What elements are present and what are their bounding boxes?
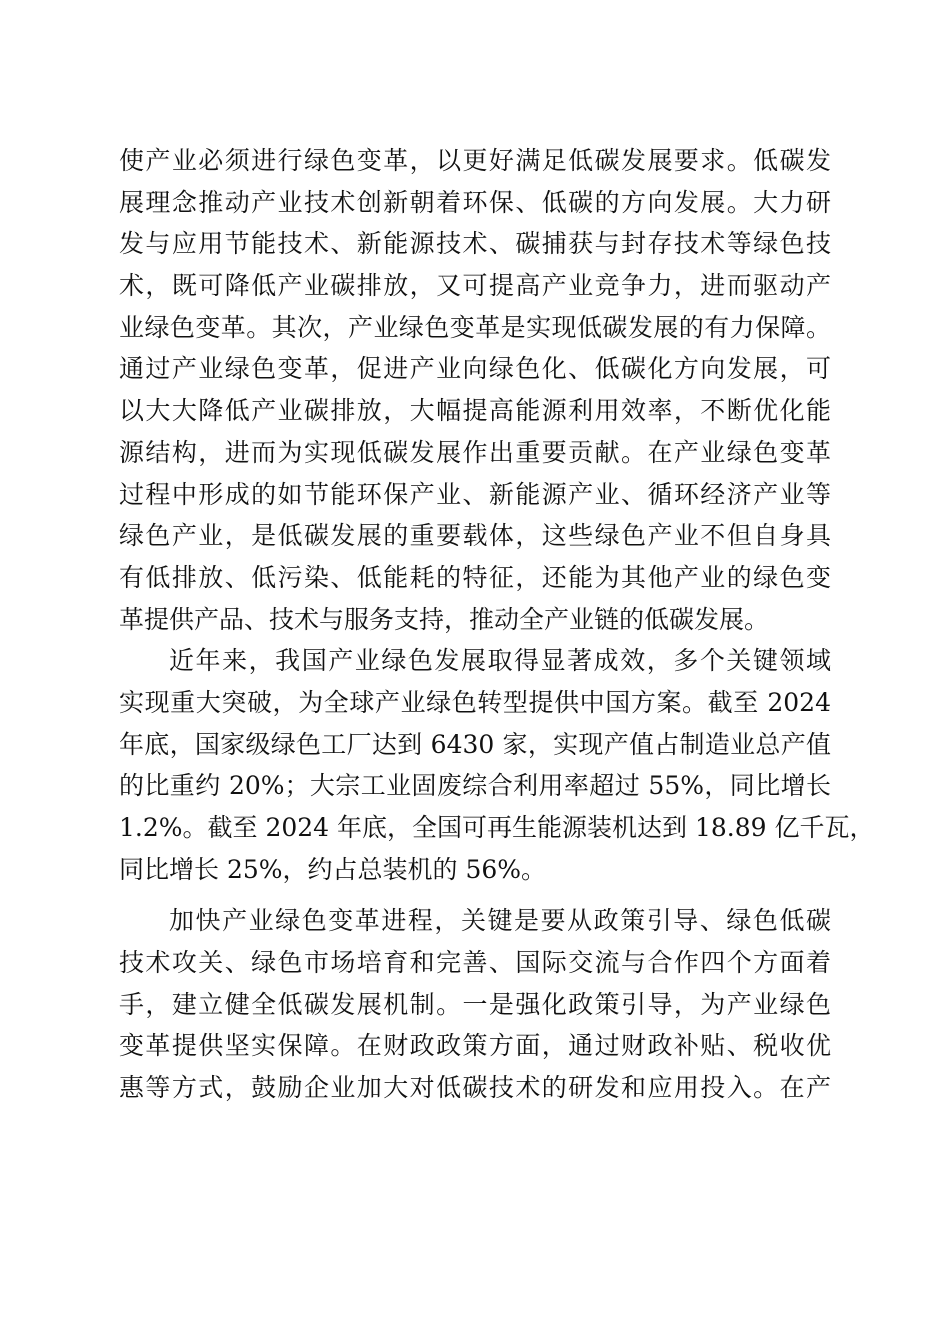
paragraph-1	[119, 140, 831, 640]
text-line: 源结构，进而为实现低碳发展作出重要贡献。在产业绿色变革	[119, 437, 831, 467]
text-line: 通过产业绿色变革，促进产业向绿色化、低碳化方向发展，可	[119, 354, 831, 384]
text-line: 以大大降低产业碳排放，大幅提高能源利用效率，不断优化能	[119, 396, 831, 426]
text-line: 变革提供坚实保障。在财政政策方面，通过财政补贴、税收优	[119, 1031, 831, 1061]
text-line: 革提供产品、技术与服务支持，推动全产业链的低碳发展。	[119, 604, 770, 634]
text-line: 的比重约 20%；大宗工业固废综合利用率超过 55%，同比增长	[119, 771, 831, 801]
text-line: 发与应用节能技术、新能源技术、碳捕获与封存技术等绿色技	[119, 229, 831, 259]
text-line: 过程中形成的如节能环保产业、新能源产业、循环经济产业等	[119, 479, 831, 509]
text-line: 技术攻关、绿色市场培育和完善、国际交流与合作四个方面着	[119, 948, 831, 978]
text-line: 手，建立健全低碳发展机制。一是强化政策引导，为产业绿色	[119, 989, 831, 1019]
body-text	[119, 140, 875, 1109]
text-line: 惠等方式，鼓励企业加大对低碳技术的研发和应用投入。在产	[119, 1073, 831, 1103]
paragraph-3	[119, 900, 831, 1108]
text-line: 加快产业绿色变革进程，关键是要从政策引导、绿色低碳	[169, 906, 831, 936]
text-line: 年底，国家级绿色工厂达到 6430 家，实现产值占制造业总产值	[119, 729, 831, 759]
text-line: 近年来，我国产业绿色发展取得显著成效，多个关键领域	[169, 646, 831, 676]
paragraph-spacing	[119, 890, 831, 900]
text-line: 实现重大突破，为全球产业绿色转型提供中国方案。截至 2024	[119, 687, 831, 717]
paragraph-2	[119, 640, 875, 890]
text-line: 业绿色变革。其次，产业绿色变革是实现低碳发展的有力保障。	[119, 312, 831, 342]
text-line: 同比增长 25%，约占总装机的 56%。	[119, 854, 547, 884]
text-line: 绿色产业，是低碳发展的重要载体，这些绿色产业不但自身具	[119, 521, 831, 551]
text-line: 1.2%。截至 2024 年底，全国可再生能源装机达到 18.89 亿千瓦，	[119, 813, 875, 842]
text-line: 展理念推动产业技术创新朝着环保、低碳的方向发展。大力研	[119, 187, 831, 217]
text-line: 有低排放、低污染、低能耗的特征，还能为其他产业的绿色变	[119, 562, 831, 592]
text-line: 使产业必须进行绿色变革，以更好满足低碳发展要求。低碳发	[119, 146, 831, 175]
text-line: 术，既可降低产业碳排放，又可提高产业竞争力，进而驱动产	[119, 271, 831, 301]
